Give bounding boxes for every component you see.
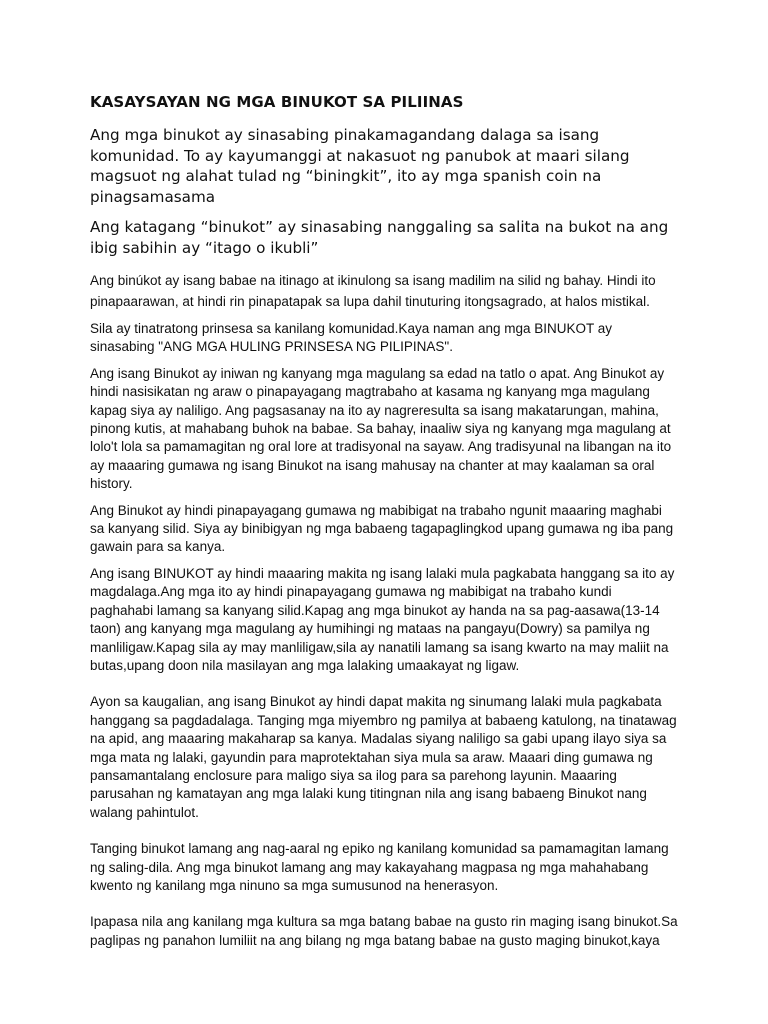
lead-paragraph: Ang katagang “binukot” ay sinasabing nanggaling sa salita na bukot na ang ibig sabihin ay “itago o ikubli” <box>90 218 669 257</box>
body-paragraph: Tanging binukot lamang ang nag-aaral ng epiko ng kanilang komunidad sa pamamagitan lamang ng saling-dila. Ang mga binukot lamang ang may kakayahang magpasa ng mga mahahabang kwento ng kanilang mga ninuno sa mga sumusunod na henerasyon. <box>90 841 669 893</box>
body-paragraph: Sila ay tinatratong prinsesa sa kanilang komunidad.Kaya naman ang mga BINUKOT ay sinasabing "ANG MGA HULING PRINSESA NG PILIPINAS". <box>90 321 613 355</box>
body-paragraph: Ang isang BINUKOT ay hindi maaaring makita ng isang lalaki mula pagkabata hanggang sa ito ay magdalaga.Ang mga ito ay hindi pinapayagang gumawa ng mabibigat na trabaho kundi paghahabi lamang sa kanyang silid.Kapag ang mga binukot ay handa na sa pag-aasawa(13-14 taon) ang kanyang mga magulang ay humihingi ng mataas na pangayu(Dowry) sa pamilya ng manliligaw.Kapag sila ay may manliligaw,sila ay nanatili lamang sa isang kwarto na may maliit na butas,upang doon nila masilayan ang mga lalaking umaakayat ng ligaw. <box>90 565 675 673</box>
body-paragraph: Ang binúkot ay isang babae na itinago at ikinulong sa isang madilim na silid ng bahay. Hindi ito pinapaarawan, at hindi rin pinapatapak sa lupa dahil tinuturing itongsagrado, at halos mistikal. <box>90 273 656 309</box>
body-paragraph: Ang Binukot ay hindi pinapayagang gumawa ng mabibigat na trabaho ngunit maaaring maghabi sa kanyang silid. Siya ay binibigyan ng mga babaeng tagapaglingkod upang gumawa ng iba pang gawain para sa kanya. <box>90 502 674 555</box>
body-paragraph: Ayon sa kaugalian, ang isang Binukot ay hindi dapat makita ng sinumang lalaki mula pagkabata hanggang sa pagdadalaga. Tanging mga miyembro ng pamilya at babaeng katulong, na tinatawag na apid, ang maaaring makaharap sa kanya. Madalas siyang naliligo sa gabi upang ilayo siya sa mga mata ng lalaki, gayundin para maprotektahan siya mula sa araw. Maaari ding gumawa ng pansamantalang enclosure para maligo siya sa ilog para sa parehong layunin. Maaaring parusahan ng kamatayan ang mga lalaki kung titingnan nila ang isang babaeng Binukot nang walang pahintulot. <box>90 694 677 820</box>
document-title: KASAYSAYAN NG MGA BINUKOT SA PILIINAS <box>90 93 464 111</box>
body-paragraph: Ipapasa nila ang kanilang mga kultura sa mga batang babae na gusto rin maging isang binukot.Sa paglipas ng panahon lumiliit na ang bilang ng mga batang babae na gusto maging binukot,kaya <box>90 914 678 948</box>
body-paragraph: Ang isang Binukot ay iniwan ng kanyang mga magulang sa edad na tatlo o apat. Ang Binukot ay hindi nasisikatan ng araw o pinapayagang magtrabaho at kasama ng kanyang mga magulang kapag siya ay naliligo. Ang pagsasanay na ito ay nagreresulta sa isang makatarungan, mahina, pinong kutis, at mahabang buhok na babae. Sa bahay, inaaliw siya ng kanyang mga magulang at lolo't lola sa pamamagitan ng oral lore at tradisyonal na sayaw. Ang tradisyunal na libangan na ito ay maaaring gumawa ng isang Binukot na isang mahusay na chanter at may kaalaman sa oral history. <box>90 365 672 492</box>
lead-paragraph: Ang mga binukot ay sinasabing pinakamagandang dalaga sa isang komunidad. To ay kayumanggi at nakasuot ng panubok at maari silang magsuot ng alahat tulad ng “biningkit”, ito ay mga spanish coin na pinagsamasama <box>90 126 630 206</box>
